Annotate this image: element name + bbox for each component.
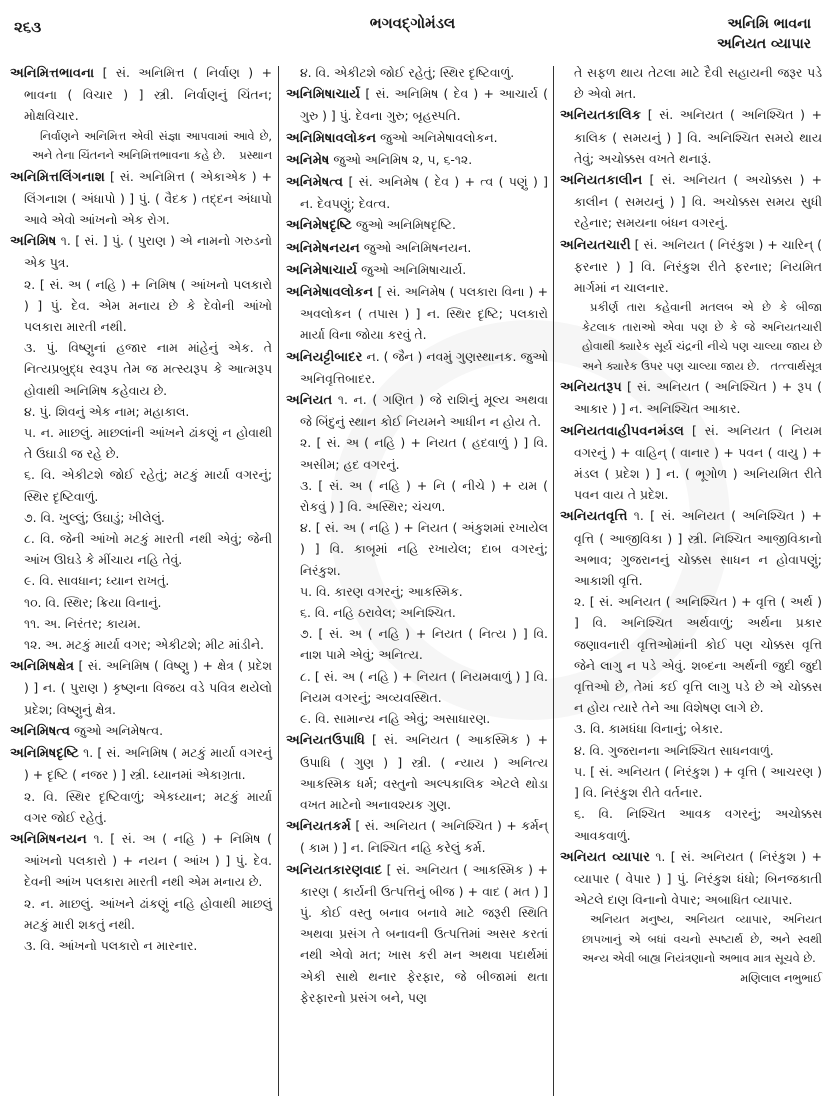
column-1 [10,62,272,956]
dictionary-entry [286,171,548,214]
dictionary-entry [286,346,548,389]
headword: અનિમેષત્વ [286,175,344,191]
sense-item: ૩. વિ. આંખનો પલકારો ન મારનાર. [24,937,198,953]
sense-item: ૬. વિ. એકીટશે જોઈ રહેતું; મટકું માર્યા વગરનું; સ્થિર દૃષ્ટિવાળું. [24,467,272,504]
dictionary-entry [286,214,548,236]
headword: અનિમિષદૃષ્ટિ [10,746,79,762]
definition-text: [ સં. અનિયત ( અનિશ્ચિત ) + કાલિક ( સમયનું ) ] વિ. અનિશ્ચિત સમયે થાય તેવું; અચોક્કસ વખતે થનારૂં. [574,107,822,166]
sense-item: ૪. વિ. ગુજરાનના અનિશ્ચિત સાધનવાળું. [574,742,774,758]
dictionary-entry [286,815,548,858]
headword: અનિયત [286,393,333,409]
sense-item: ૩. વિ. કામધંધા વિનાનું; બેકાર. [574,721,724,737]
definition-text: [ સં. અનિયત ( અચોક્કસ ) + કાલીન ( સમયનું ) ] વિ. અચોક્કસ સમય સુધી રહેનાર; સમયના બંધન વગરનું. [574,172,822,231]
definition-text: જુઓ અનિમેષાવલોકન. [376,129,498,145]
quote-text: અનિયત મનુષ્ય, અનિયત વ્યાપાર, અનિયત છાપખાનું એ બધાં વચનો સ્પષ્ટાર્થ છે, અને સ્વથી અન્ય એવી બાહ્ય નિયંત્રણાનો અભાવ માત્ર સૂચવે છે. [582,913,822,966]
dictionary-entry [10,166,272,231]
definition-text: ૧. ન. ( ગણિત ) જે રાશિનું મૂલ્ય અથવા જે બિંદુનું સ્થાન કોઈ નિયમને આધીન ન હોય તે. [300,392,548,430]
headword: અનિયતઉપાધિ [286,733,365,749]
dictionary-entry [560,234,822,299]
sense-item: ૨. વિ. સ્થિર દૃષ્ટિવાળું; એકધ્યાન; મટકું માર્યા વગર જોઈ રહેતું. [24,788,272,825]
dictionary-entry [10,828,272,893]
headword: અનિમેષનયન [286,240,360,256]
definition-text: [ સં. અનિયત ( અનિશ્ચિત ) + રૂપ ( આકાર ) ] ન. અનિશ્ચિત આકાર. [574,379,822,417]
headword: અનિયતકાલિક [560,108,642,124]
definition-text: [ સં. અનિમિષ ( દેવ ) + આચાર્ય ( ગુરુ ) ] પું. દેવના ગુરુ; બૃહસ્પતિ. [300,86,548,124]
sense-item: ૯. વિ. સાવધાન; ધ્યાન રાખતું. [24,573,170,589]
sense-item: ૧૦. વિ. સ્થિર; ક્રિયા વિનાનું. [24,594,162,610]
column-divider [553,66,554,1096]
dictionary-entry [560,104,822,169]
headword: અનિયતચારી [560,237,631,253]
definition-text: જુઓ અનિમિષનયન. [359,239,472,255]
dictionary-entry [286,149,548,171]
sense-item: ૩. પું. વિષ્ણુનાં હજાર નામ માંહેનું એક. તે નિત્યપ્રબુદ્ધ સ્વરૂપ તેમ જ મત્સ્યરૂપ કે આત્મરૂપ હોવાથી અનિમિષ કહેવાય છે. [24,340,272,398]
sense-item: ૧૨. અ. મટકું માર્યા વગર; એકીટશે; મીટ માંડીને. [24,637,264,653]
headword: અનિયત વ્યાપાર [560,849,650,865]
headword: અનિમિષાવલોકન [286,130,377,146]
dictionary-entry [560,420,822,506]
quote-text: નિર્વાણને અનિમિત્ત એવી સંજ્ઞા આપવામાં આવે છે, અને તેના ચિંતનને અનિમિત્તભાવના કહે છે. [32,129,272,163]
dictionary-entry [560,505,822,591]
sense-item: ૨. ન. માછલું. આંખને ઢાંકણું નહિ હોવાથી માછલું મટકું મારી શકતું નથી. [24,895,272,932]
dictionary-entry [560,169,822,234]
headword: અનિયતકર્મ [286,819,351,835]
sense-item: ૭. [ સં. અ ( નહિ ) + નિયત ( નિત્ય ) ] વિ. નાશ પામે એવું; અનિત્ય. [300,626,548,663]
headword: અનિયતકાલીન [560,173,643,189]
definition-text: જુઓ અનિમિષદૃષ્ટિ. [351,217,456,233]
definition-text: [ સં. અનિયત ( અનિશ્ચિત ) + કર્મન્ ( કામ ) ] ન. નિશ્ચિત નહિ કરેલું કર્મ. [300,818,548,856]
headword: અનિમિષ [10,234,57,250]
book-title: ભગવદ્ગોમંડલ [369,14,456,32]
sense-item: ૪. વિ. એકીટશે જોઈ રહેતું; સ્થિર દૃષ્ટિવાળું. [300,65,515,80]
sense-item: ૮. [ સં. અ ( નહિ ) + નિયત ( નિયમવાળું ) ] વિ. નિયમ વગરનું; અવ્યવસ્થિત. [300,668,548,705]
sense-item: ૯. વિ. સામાન્ય નહિ એવું; અસાધારણ. [300,711,491,727]
definition-text: ૧. [ સં. અ ( નહિ ) + નિમિષ ( આંખનો પલકારો ) + નયન ( આંખ ) ] પું. દેવ. દેવની આંખ પલકારા મારતી નથી એમ મનાય છે. [24,830,272,890]
continued-text: તે સફળ થાય તેટલા માટે દૈવી સહાયની જરૂર પડે છે એવો મત. [574,65,822,102]
definition-text: ૧. [ સં. ] પું. ( પુરાણ ) એ નામનો ગરુડનો એક પુત્ર. [24,233,272,271]
column-divider [278,66,279,1096]
headword: અનિમેષાવલોકન [286,285,374,301]
sense-item: ૬. વિ. નહિ ઠરાવેલ; અનિશ્ચિત. [300,605,456,621]
sense-item: ૨. [ સં. અ ( નહિ ) + નિયત ( હદવાળું ) ] વિ. અસીમ; હદ વગરનું. [300,435,548,472]
headword: અનિયતકારણવાદ [286,862,382,878]
headword: અનિમિત્તલિંગનાશ [10,169,105,185]
citation-quote [560,910,822,985]
headword: અનિમિષાચાર્ય [286,87,361,103]
guide-word-last: અનિયત વ્યાપાર [716,36,811,52]
dictionary-entry [286,389,548,432]
definition-text: [ સં. અનિયત ( આકસ્મિક ) + ઉપાધિ ( ગુણ ) ] સ્ત્રી. ( ન્યાય ) અનિત્ય આકસ્મિક ધર્મ; વસ્તુનો અલ્પકાલિક એટલે થોડા વખત માટેનો અનાવશ્યક ગુણ. [300,732,548,812]
quote-source: તત્ત્વાર્થસૂત્ર [770,359,822,373]
definition-text: [ સં. અનિમેષ ( દેવ ) + ત્વ ( પણું ) ] ન. દેવપણું; દેવત્વ. [300,174,548,212]
dictionary-entry [286,729,548,815]
definition-text: [ સં. અનિમિષ ( વિષ્ણુ ) + ક્ષેત્ર ( પ્રદેશ ) ] ન. ( પુરાણ ) કૃષ્ણના વિજય વડે પવિત્ર થયેલો પ્રદેશ; વિષ્ણુનું ક્ષેત્ર. [24,658,272,717]
guide-word-first: અનિમિ ભાવના [727,16,811,32]
headword: અનિમેષ [286,152,330,168]
sense-item: ૬. વિ. નિશ્ચિત આવક વગરનું; અચોક્કસ આવકવાળું. [574,806,822,843]
dictionary-entry [10,720,272,742]
definition-text: ૧. [ સં. અનિમિષ ( મટકું માર્યા વગરનું ) + દૃષ્ટિ ( નજર ) ] સ્ત્રી. ધ્યાનમાં એકાગ્રતા. [24,745,272,783]
dictionary-entry [286,83,548,126]
definition-text: ન. ( જૈન ) નવમું ગુણસ્થાનક. જુઓ અનિવૃત્તિબાદર. [300,348,548,386]
quote-source: પ્રસ્થાન [239,149,272,163]
sense-item: ૭. વિ. ખુલ્લું; ઉઘાડું; ખીલેલું. [24,509,165,525]
sense-item: ૫. વિ. કારણ વગરનું; આકસ્મિક. [300,583,463,599]
guide-words [717,14,811,54]
column-2 [286,62,548,1008]
headword: અનિમિષનયન [10,831,87,847]
headword: અનિયતરૂપ [560,380,622,396]
headword: અનિયતવૃત્તિ [560,509,628,525]
sense-item: ૪. [ સં. અ ( નહિ ) + નિયત ( અંકુશમાં રખાયેલ ) ] વિ. કાબૂમાં નહિ રખાયેલ; દાબ વગરનું; નિરંકુશ. [300,520,548,578]
definition-text: જુઓ અનિમેષત્વ. [70,722,164,738]
sense-item: ૨. [ સં. અ ( નહિ ) + નિમિષ ( આંખનો પલકારો ) ] પું. દેવ. એમ મનાય છે કે દેવોની આંખો પલકારા મારતી નથી. [24,276,272,335]
headword: અનિમિષક્ષેત્ર [10,659,75,675]
dictionary-entry [286,259,548,281]
definition-text: ૧. [ સં. અનિયત ( અનિશ્ચિત ) + વૃત્તિ ( આજીવિકા ) ] સ્ત્રી. નિશ્ચિત આજીવિકાનો અભાવ; ગુજરાનનું ચોક્કસ સાધન ન હોવાપણું; આકાશી વૃત્તિ. [574,508,822,589]
dictionary-entry [560,846,822,911]
sense-item: ૩. [ સં. અ ( નહિ ) + નિ ( નીચે ) + યમ ( રોકવું ) ] વિ. અસ્થિર; ચંચળ. [300,477,548,515]
sense-item: ૮. વિ. જેની આંખો મટકું મારતી નથી એવું; જેની આંખ ઊઘડે કે મીંચાય નહિ તેવું. [24,531,272,568]
headword: અનિમેષાચાર્ય [286,262,358,278]
dictionary-entry [286,859,548,1008]
definition-text: [ સં. અનિમિત્ત ( એકાએક ) + લિંગનાશ ( અંધાપો ) ] પું. ( વૈદક ) તદ્દન અંધાપો આવે એવો આંખનો એક રોગ. [24,168,272,228]
column-3 [560,62,822,988]
dictionary-entry [286,237,548,259]
headword: અનિયટ્ટીબાદર [286,349,363,365]
definition-text: [ સં. અનિયત ( આકસ્મિક ) + કારણ ( કાર્યની ઉત્પત્તિનું બીજ ) + વાદ ( મત ) ] પું. કોઈ વસ્તુ બનાવ બનાવે માટે જરૂરી સ્થિતિ અથવા પ્રસંગ તે બનાવની ઉત્પત્તિમાં અસર કરતાં નથી એવો મત; ખાસ કરી મન અથવા પદાર્થમાં એકી સાથે થનાર ફેરફાર, જે બીજામાં થતા ફેરફારનો પ્રસંગ બને, પણ [300,861,548,1005]
sense-item: ૧૧. અ. નિરંતર; કાયમ. [24,615,141,631]
quote-source: મણિલાલ નભુભાઈ [740,971,822,985]
dictionary-entry [286,281,548,346]
definition-text: [ સં. અનિમિત્ત ( નિર્વાણ ) + ભાવના ( વિચાર ) ] સ્ત્રી. નિર્વાણનું ચિંતન; મોક્ષવિચાર. [24,65,272,124]
page-number: ૨૬૩ [14,18,42,36]
definition-text: [ સં. અનિયત ( નિયમ વગરનું ) + વાહિન્ ( વાનાર ) + પવન ( વાયુ ) + મંડલ ( પ્રદેશ ) ] ન. ( ભૂગોળ ) અનિયમિત રીતે પવન વાય તે પ્રદેશ. [574,422,822,503]
dictionary-entry [10,62,272,127]
dictionary-entry [10,655,272,720]
headword: અનિમેષદૃષ્ટિ [286,218,352,234]
sense-item: ૨. [ સં. અનિયત ( અનિશ્ચિત ) + વૃત્તિ ( અર્થ ) ] વિ. અનિશ્ચિત અર્થવાળું; અર્થના પ્રકાર જણાવનારી વૃત્તિઓમાંની કોઈ પણ ચોક્કસ વૃત્તિ જેને લાગુ ન પડે એવું. શબ્દના અર્થની જુદી જુદી વૃત્તિઓ છે, તેમાં કઈ વૃત્તિ લાગુ પડે છે એ ચોક્કસ ન હોય ત્યારે તેને આ વિશેષણ લાગે છે. [574,594,822,716]
citation-quote [560,298,822,376]
definition-text: [ સં. અનિયત ( નિરંકુશ ) + ચારિન્ ( ફરનાર ) ] વિ. નિરંકુશ રીતે ફરનાર; નિયમિત માર્ગમાં ન ચાલનાર. [574,236,822,296]
definition-text: [ સં. અનિમેષ ( પલકારા વિના ) + અવલોકન ( તપાસ ) ] ન. સ્થિર દૃષ્ટિ; પલકારો માર્યા વિના જોયા કરવું તે. [300,284,548,343]
dictionary-entry [10,230,272,273]
dictionary-entry [10,742,272,785]
quote-text: પ્રકીર્ણ તારા કહેવાની મતલબ એ છે કે બીજા કેટલાક તારાઓ એવા પણ છે કે જે અનિયતચારી હોવાથી ક્યારેક સૂર્ય ચંદ્રની નીચે પણ ચાલ્યા જાય છે અને ક્યારેક ઉપર પણ ચાલ્યા જાય છે. [582,301,822,373]
sense-item: ૪. પું. શિવનું એક નામ; મહાકાલ. [24,403,190,419]
sense-item: ૫. [ સં. અનિયત ( નિરંકુશ ) + વૃત્તિ ( આચરણ ) ] વિ. નિરંકુશ રીતે વર્તનાર. [574,763,822,801]
headword: અનિયતવાહીપવનમંડલ [560,423,684,439]
headword: અનિમિત્તભાવના [10,66,95,81]
dictionary-entry [560,376,822,419]
definition-text: ૧. [ સં. અનિયત ( નિરંકુશ ) + વ્યાપાર ( વેપાર ) ] પું. નિરંકુશ ધંધો; બિનજકાતી એટલે દાણ વિનાનો વેપાર; અબાધિત વ્યાપાર. [574,848,822,908]
definition-text: જુઓ અનિમિષાચાર્ય. [357,261,467,277]
headword: અનિમિષત્વ [10,723,71,739]
page-header [0,10,825,60]
dictionary-entry [286,127,548,149]
sense-item: ૫. ન. માછલું. માછલાંની આંખને ઢાંકણું ન હોવાથી તે ઉઘાડી જ રહે છે. [24,425,272,462]
citation-quote [10,127,272,166]
definition-text: જુઓ અનિમિષ ૨, ૫, ૬-૧૨. [329,151,473,167]
